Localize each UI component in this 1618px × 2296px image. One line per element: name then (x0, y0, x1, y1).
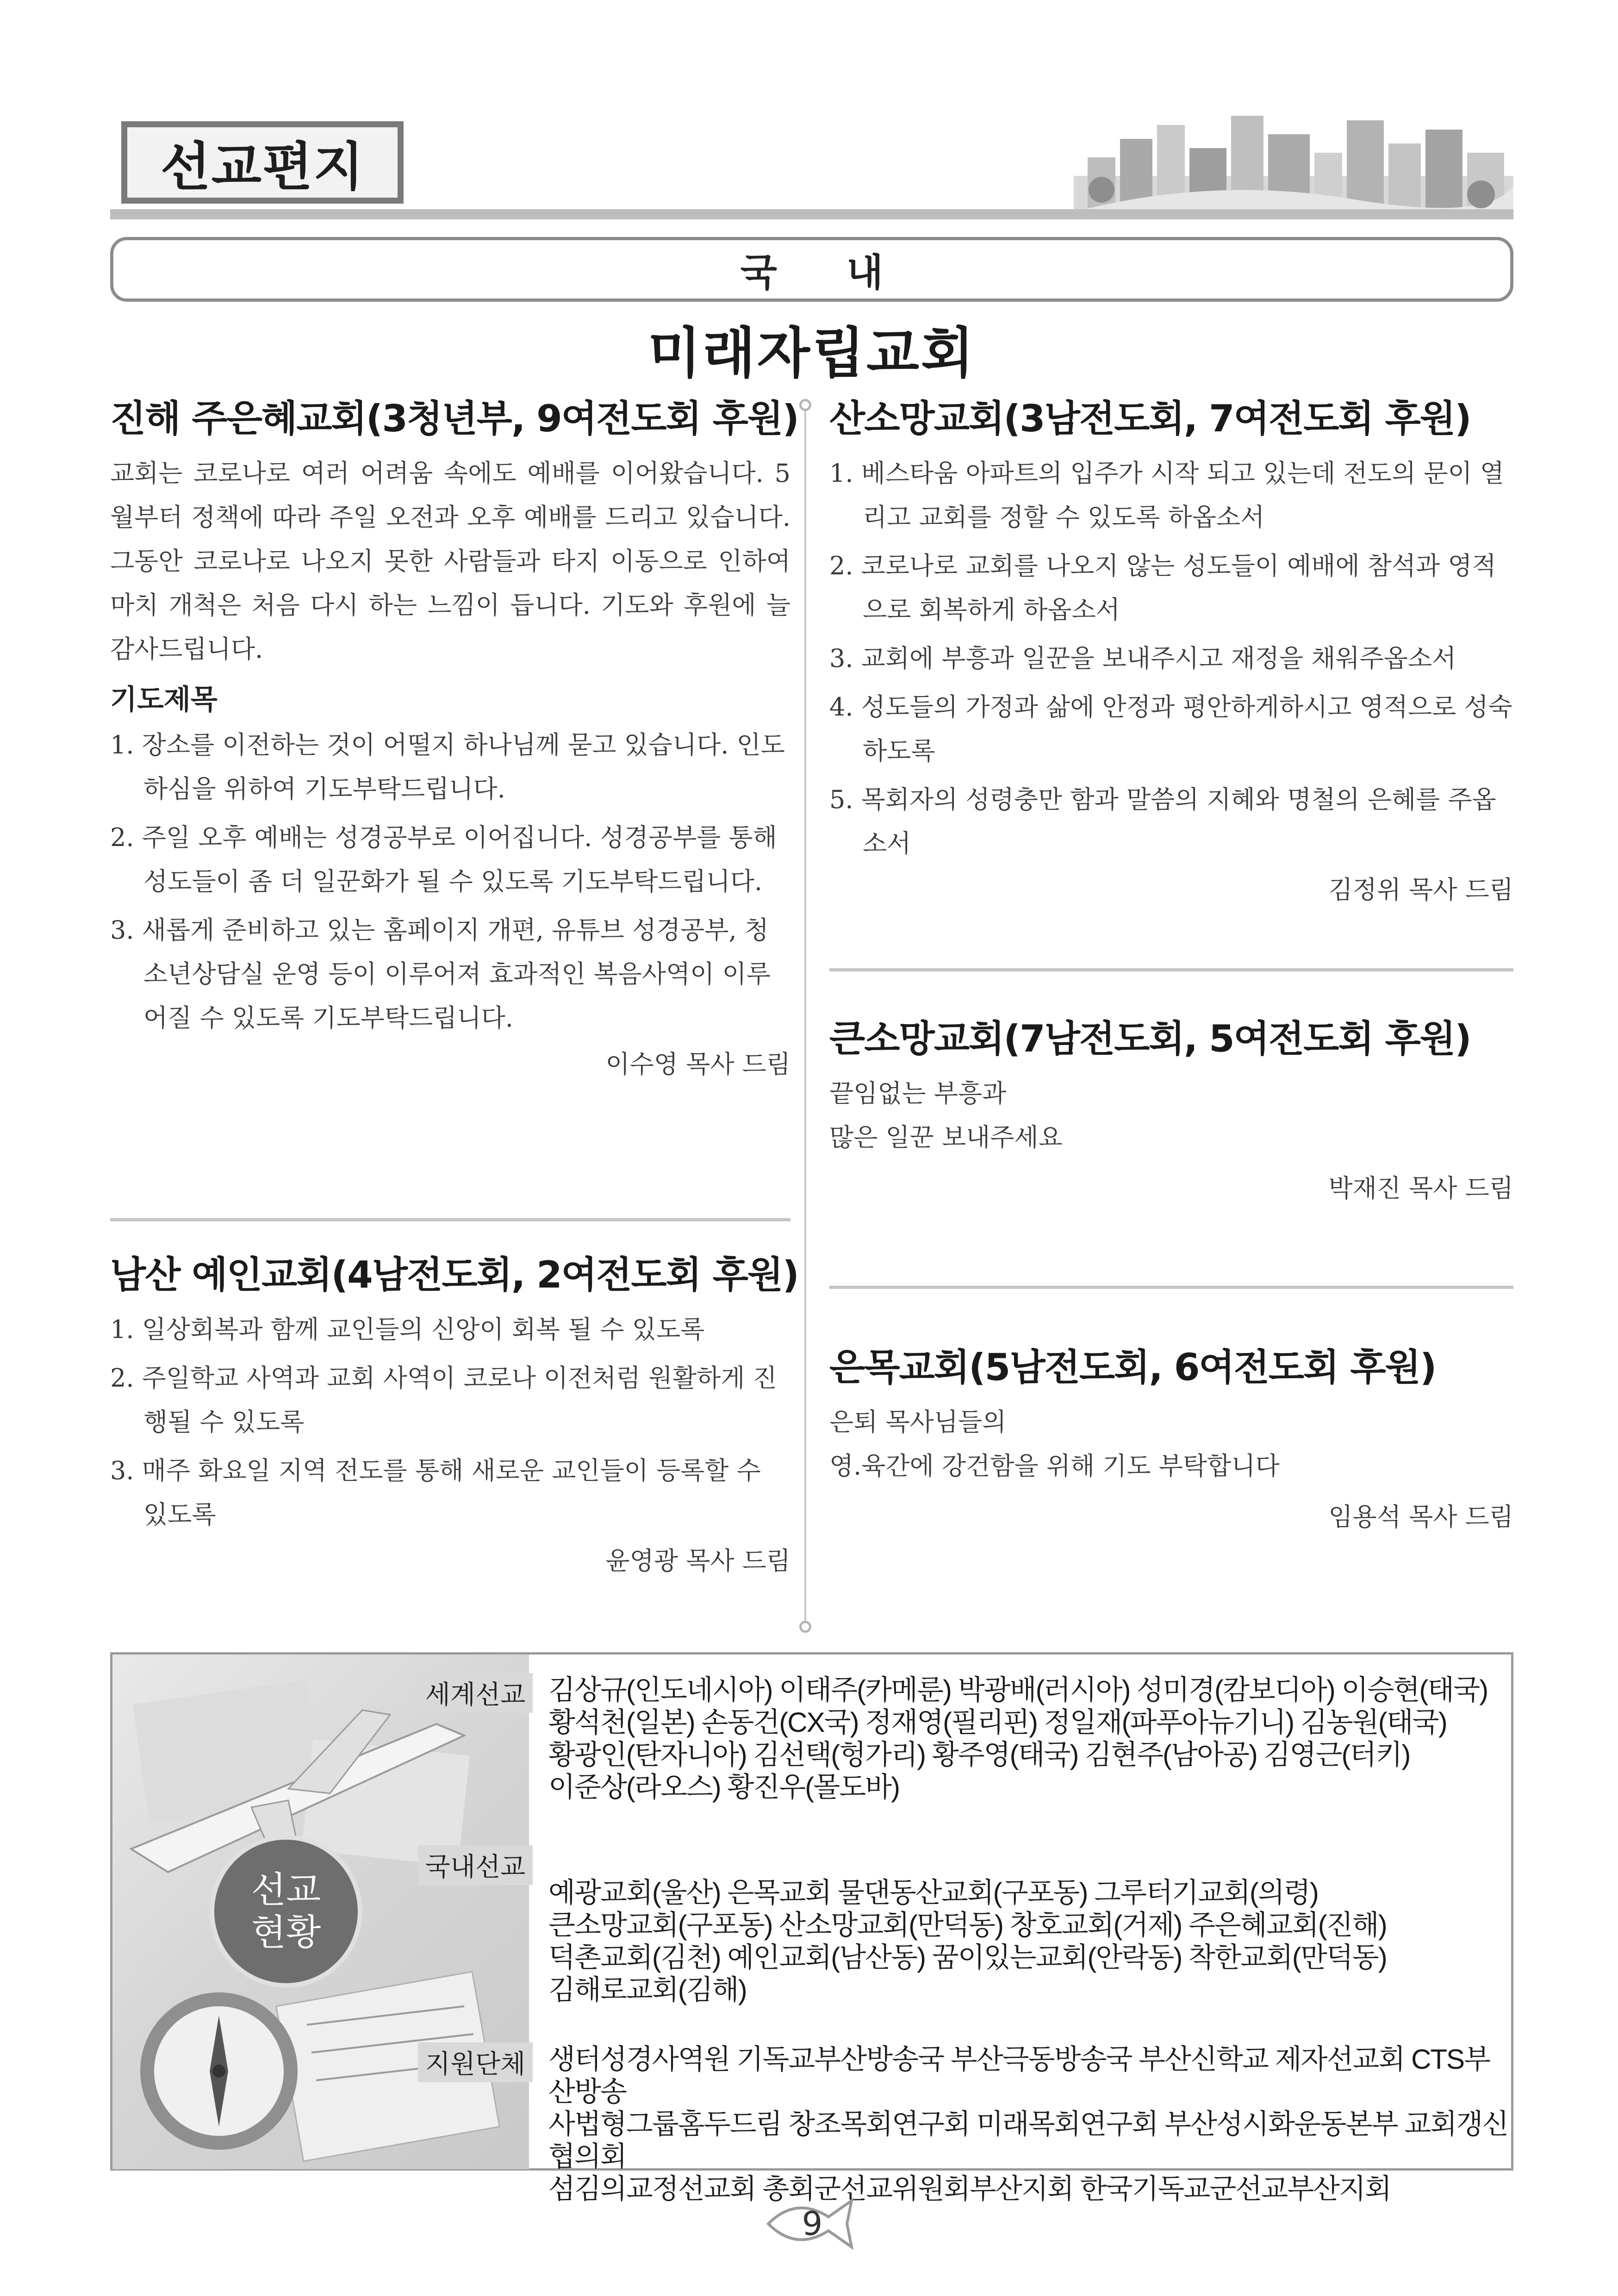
prayer-list (110, 1307, 790, 1537)
world-mission-tag: 세계선교 (418, 1673, 533, 1713)
church-namsan (110, 1245, 798, 1577)
signature: 이수영 목사 드림 (605, 1050, 790, 1079)
list-item: 3. 교회에 부흥과 일꾼을 보내주시고 재정을 채워주옵소서 (829, 644, 1456, 673)
section-separator (110, 1218, 790, 1221)
church-title: 은목교회(5남전도회, 6여전도회 후원) (829, 1346, 1436, 1389)
church-title: 산소망교회(3남전도회, 7여전도회 후원) (829, 397, 1471, 440)
domestic-mission-tag: 국내선교 (418, 1845, 533, 1885)
church-title: 큰소망교회(7남전도회, 5여전도회 후원) (829, 1017, 1471, 1060)
church-eunmok (829, 1338, 1513, 1533)
prayer-heading: 기도제목 (110, 684, 218, 716)
list-item: 2. 코로나로 교회를 나오지 않는 성도들이 예배에 참석과 영적으로 회복하게 하옵소서 (829, 551, 1496, 624)
prayer-list (829, 451, 1513, 865)
header-rule (110, 209, 1513, 219)
message-line: 끝임없는 부흥과 (829, 1079, 1007, 1108)
list-item: 5. 목회자의 성령충만 함과 말씀의 지혜와 명철의 은혜를 주옵소서 (829, 785, 1496, 858)
message-line: 영.육간에 강건함을 위해 기도 부탁합니다 (829, 1451, 1280, 1481)
church-keunsomang (829, 1009, 1513, 1204)
section-separator (829, 1286, 1513, 1289)
church-title: 진해 주은혜교회(3청년부, 9여전도회 후원) (110, 397, 798, 440)
list-item: 1. 장소를 이전하는 것이 어떨지 하나님께 묻고 있습니다. 인도하심을 위하여 기도부탁드립니다. (110, 730, 785, 803)
support-org-list: 생터성경사역원 기독교부산방송국 부산극동방송국 부산신학교 제자선교회 CTS부산방송 사법형그룹홈두드림 창조목회연구회 미래목회연구회 부산성시화운동본부 교회갱신협의회 섬김의교정선교회 총회군선교위원회부산지회 한국기독교군선교부산지회 (548, 2044, 1508, 2204)
page-number: 9 (802, 2205, 823, 2243)
list-item: 1. 일상회복과 함께 교인들의 신앙이 회복 될 수 있도록 (110, 1315, 705, 1344)
message-line: 은퇴 목사님들의 (829, 1407, 1007, 1437)
status-badge-line: 현황 (251, 1912, 321, 1954)
section-separator (829, 968, 1513, 971)
list-item: 3. 매주 화요일 지역 전도를 통해 새로운 교인들이 등록할 수 있도록 (110, 1456, 761, 1529)
list-item: 2. 주일학교 사역과 교회 사역이 코로나 이전처럼 원활하게 진행될 수 있도록 (110, 1363, 777, 1437)
support-org-tag: 지원단체 (418, 2042, 533, 2082)
signature: 임용석 목사 드림 (1328, 1502, 1513, 1531)
signature: 윤영광 목사 드림 (605, 1546, 790, 1575)
column-divider (804, 405, 806, 1627)
message-line: 많은 일꾼 보내주세요 (829, 1123, 1063, 1152)
signature: 박재진 목사 드림 (1328, 1174, 1513, 1203)
section-title: 미래자립교회 (648, 321, 976, 385)
list-item: 2. 주일 오후 예배는 성경공부로 이어집니다. 성경공부를 통해 성도들이 좀 더 일꾼화가 될 수 있도록 기도부탁드립니다. (110, 823, 777, 896)
divider-dot-top (799, 399, 811, 411)
domestic-mission-list: 예광교회(울산) 은목교회 물댄동산교회(구포동) 그루터기교회(의령) 큰소망교회(구포동) 산소망교회(만덕동) 창호교회(거제) 주은혜교회(진해) 덕촌교회(김천) 예인교회(남산동) 꿈이있는교회(안락동) 착한교회(만덕동) 김해로교회(김해) (548, 1877, 1387, 2005)
world-mission-list: 김상규(인도네시아) 이태주(카메룬) 박광배(러시아) 성미경(캄보디아) 이승현(태국) 황석천(일본) 손동건(CX국) 정재영(필리핀) 정일재(파푸아뉴기니) 김농원(태국) 황광인(탄자니아) 김선택(헝가리) 황주영(태국) 김현주(남아공) 김영근(터키) 이준상(라오스) 황진우(몰도바) (548, 1674, 1488, 1803)
list-item: 1. 베스타움 아파트의 입주가 시작 되고 있는데 전도의 문이 열리고 교회를 정할 수 있도록 하옵소서 (829, 459, 1504, 532)
status-badge-line: 선교 (251, 1869, 321, 1911)
city-illustration (1074, 106, 1513, 212)
status-badge (210, 1835, 362, 1988)
signature: 김정위 목사 드림 (1328, 875, 1513, 904)
list-item: 4. 성도들의 가정과 삶에 안정과 평안하게하시고 영적으로 성숙하도록 (829, 692, 1512, 765)
church-jinhae (110, 389, 798, 1080)
prayer-list (110, 723, 790, 1040)
mission-status-box (110, 1652, 1513, 2204)
divider-dot-bottom (799, 1621, 811, 1633)
page-section-label: 선교편지 (121, 121, 404, 204)
region-banner: 국내 (110, 237, 1513, 302)
list-item: 3. 새롭게 준비하고 있는 홈페이지 개편, 유튜브 성경공부, 청소년상담실 운영 등이 이루어져 효과적인 복음사역이 이루어질 수 있도록 기도부탁드립니다. (110, 915, 771, 1033)
church-title: 남산 예인교회(4남전도회, 2여전도회 후원) (110, 1253, 798, 1296)
church-intro: 교회는 코로나로 여러 어려움 속에도 예배를 이어왔습니다. 5월부터 정책에 따라 주일 오전과 오후 예배를 드리고 있습니다. 그동안 코로나로 나오지 못한 사람들과 타지 이동으로 인하여 마치 개척은 처음 다시 하는 느낌이 듭니다. 기도와 후원에 늘 감사드립니다. (110, 459, 790, 664)
church-sansomang (829, 389, 1513, 906)
